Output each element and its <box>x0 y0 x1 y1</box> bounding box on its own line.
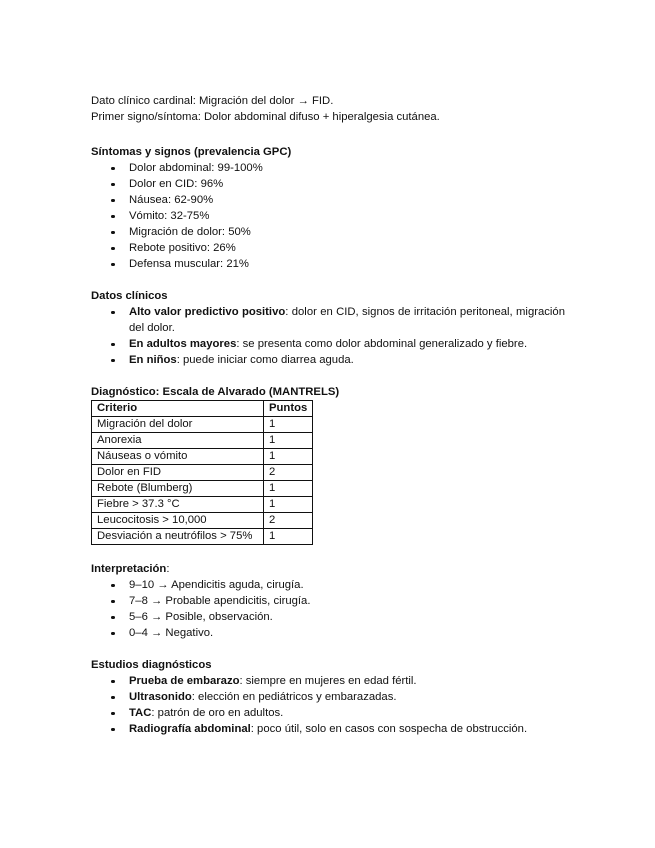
table-cell-puntos: 1 <box>264 497 313 513</box>
list-item <box>91 304 565 336</box>
item-bold-label: En adultos mayores <box>129 338 237 350</box>
table-row <box>92 449 313 465</box>
table-row <box>92 529 313 545</box>
table-cell-criterio: Dolor en FID <box>92 465 264 481</box>
spacer <box>91 641 565 657</box>
spacer <box>91 272 565 288</box>
table-cell-puntos: 1 <box>264 417 313 433</box>
list-item <box>91 336 565 352</box>
table-row <box>92 513 313 529</box>
spacer <box>91 545 565 561</box>
table-row <box>92 417 313 433</box>
intro-line-first-sign: Primer signo/síntoma: Dolor abdominal difuso + hiperalgesia cutánea. <box>91 111 440 123</box>
list-item <box>91 721 565 737</box>
list-item: Migración de dolor: 50% <box>91 224 565 240</box>
section-title-interpretacion-line <box>91 561 565 577</box>
list-item: Dolor abdominal: 99-100% <box>91 160 565 176</box>
list-item <box>91 705 565 721</box>
section-title-estudios: Estudios diagnósticos <box>91 659 212 671</box>
sintomas-list <box>91 160 565 272</box>
item-bold-label: Radiografía abdominal <box>129 723 251 735</box>
intro-line-cardinal: Dato clínico cardinal: Migración del dolor → FID. <box>91 95 334 107</box>
interpretacion-list <box>91 577 565 641</box>
spacer <box>91 368 565 384</box>
item-text: : siempre en mujeres en edad fértil. <box>239 675 417 687</box>
section-title-interpretacion: Interpretación <box>91 563 167 575</box>
list-item: 5–6 → Posible, observación. <box>91 609 565 625</box>
item-text: : puede iniciar como diarrea aguda. <box>176 354 354 366</box>
item-text: : dolor en CID, signos de irritación peritoneal, migración del dolor. <box>129 306 565 334</box>
table-header-row <box>92 401 313 417</box>
alvarado-table <box>91 400 313 545</box>
table-cell-puntos: 2 <box>264 513 313 529</box>
item-text: : patrón de oro en adultos. <box>151 707 284 719</box>
item-bold-label: Alto valor predictivo positivo <box>129 306 286 318</box>
datos-list <box>91 304 565 368</box>
list-item: Dolor en CID: 96% <box>91 176 565 192</box>
section-title-sintomas: Síntomas y signos (prevalencia GPC) <box>91 146 292 158</box>
list-item: Vómito: 32-75% <box>91 208 565 224</box>
list-item: 9–10 → Apendicitis aguda, cirugía. <box>91 577 565 593</box>
item-text: : se presenta como dolor abdominal generalizado y fiebre. <box>236 338 528 350</box>
item-text: : poco útil, solo en casos con sospecha de obstrucción. <box>250 723 528 735</box>
table-cell-criterio: Rebote (Blumberg) <box>92 481 264 497</box>
spacer <box>91 125 565 144</box>
item-bold-label: Prueba de embarazo <box>129 675 240 687</box>
table-header-puntos: Puntos <box>264 401 313 417</box>
table-cell-puntos: 1 <box>264 433 313 449</box>
list-item <box>91 352 565 368</box>
list-item: Rebote positivo: 26% <box>91 240 565 256</box>
table-cell-criterio: Desviación a neutrófilos > 75% <box>92 529 264 545</box>
list-item <box>91 673 565 689</box>
section-title-diagnostico: Diagnóstico: Escala de Alvarado (MANTRELS) <box>91 386 340 398</box>
table-row <box>92 481 313 497</box>
section-title-datos: Datos clínicos <box>91 290 168 302</box>
table-cell-criterio: Náuseas o vómito <box>92 449 264 465</box>
item-bold-label: Ultrasonido <box>129 691 192 703</box>
list-item <box>91 689 565 705</box>
table-cell-criterio: Leucocitosis > 10,000 <box>92 513 264 529</box>
table-cell-puntos: 2 <box>264 465 313 481</box>
title-colon: : <box>166 563 170 575</box>
table-row <box>92 433 313 449</box>
table-row <box>92 465 313 481</box>
table-cell-criterio: Fiebre > 37.3 °C <box>92 497 264 513</box>
list-item: Defensa muscular: 21% <box>91 256 565 272</box>
estudios-list <box>91 673 565 737</box>
table-cell-criterio: Anorexia <box>92 433 264 449</box>
table-header-criterio: Criterio <box>92 401 264 417</box>
item-bold-label: TAC <box>129 707 152 719</box>
table-cell-puntos: 1 <box>264 449 313 465</box>
item-bold-label: En niños <box>129 354 177 366</box>
list-item: 7–8 → Probable apendicitis, cirugía. <box>91 593 565 609</box>
document-content <box>91 93 565 737</box>
table-cell-criterio: Migración del dolor <box>92 417 264 433</box>
list-item: Náusea: 62-90% <box>91 192 565 208</box>
item-text: : elección en pediátricos y embarazadas. <box>191 691 397 703</box>
list-item: 0–4 → Negativo. <box>91 625 565 641</box>
table-row <box>92 497 313 513</box>
table-cell-puntos: 1 <box>264 481 313 497</box>
table-cell-puntos: 1 <box>264 529 313 545</box>
